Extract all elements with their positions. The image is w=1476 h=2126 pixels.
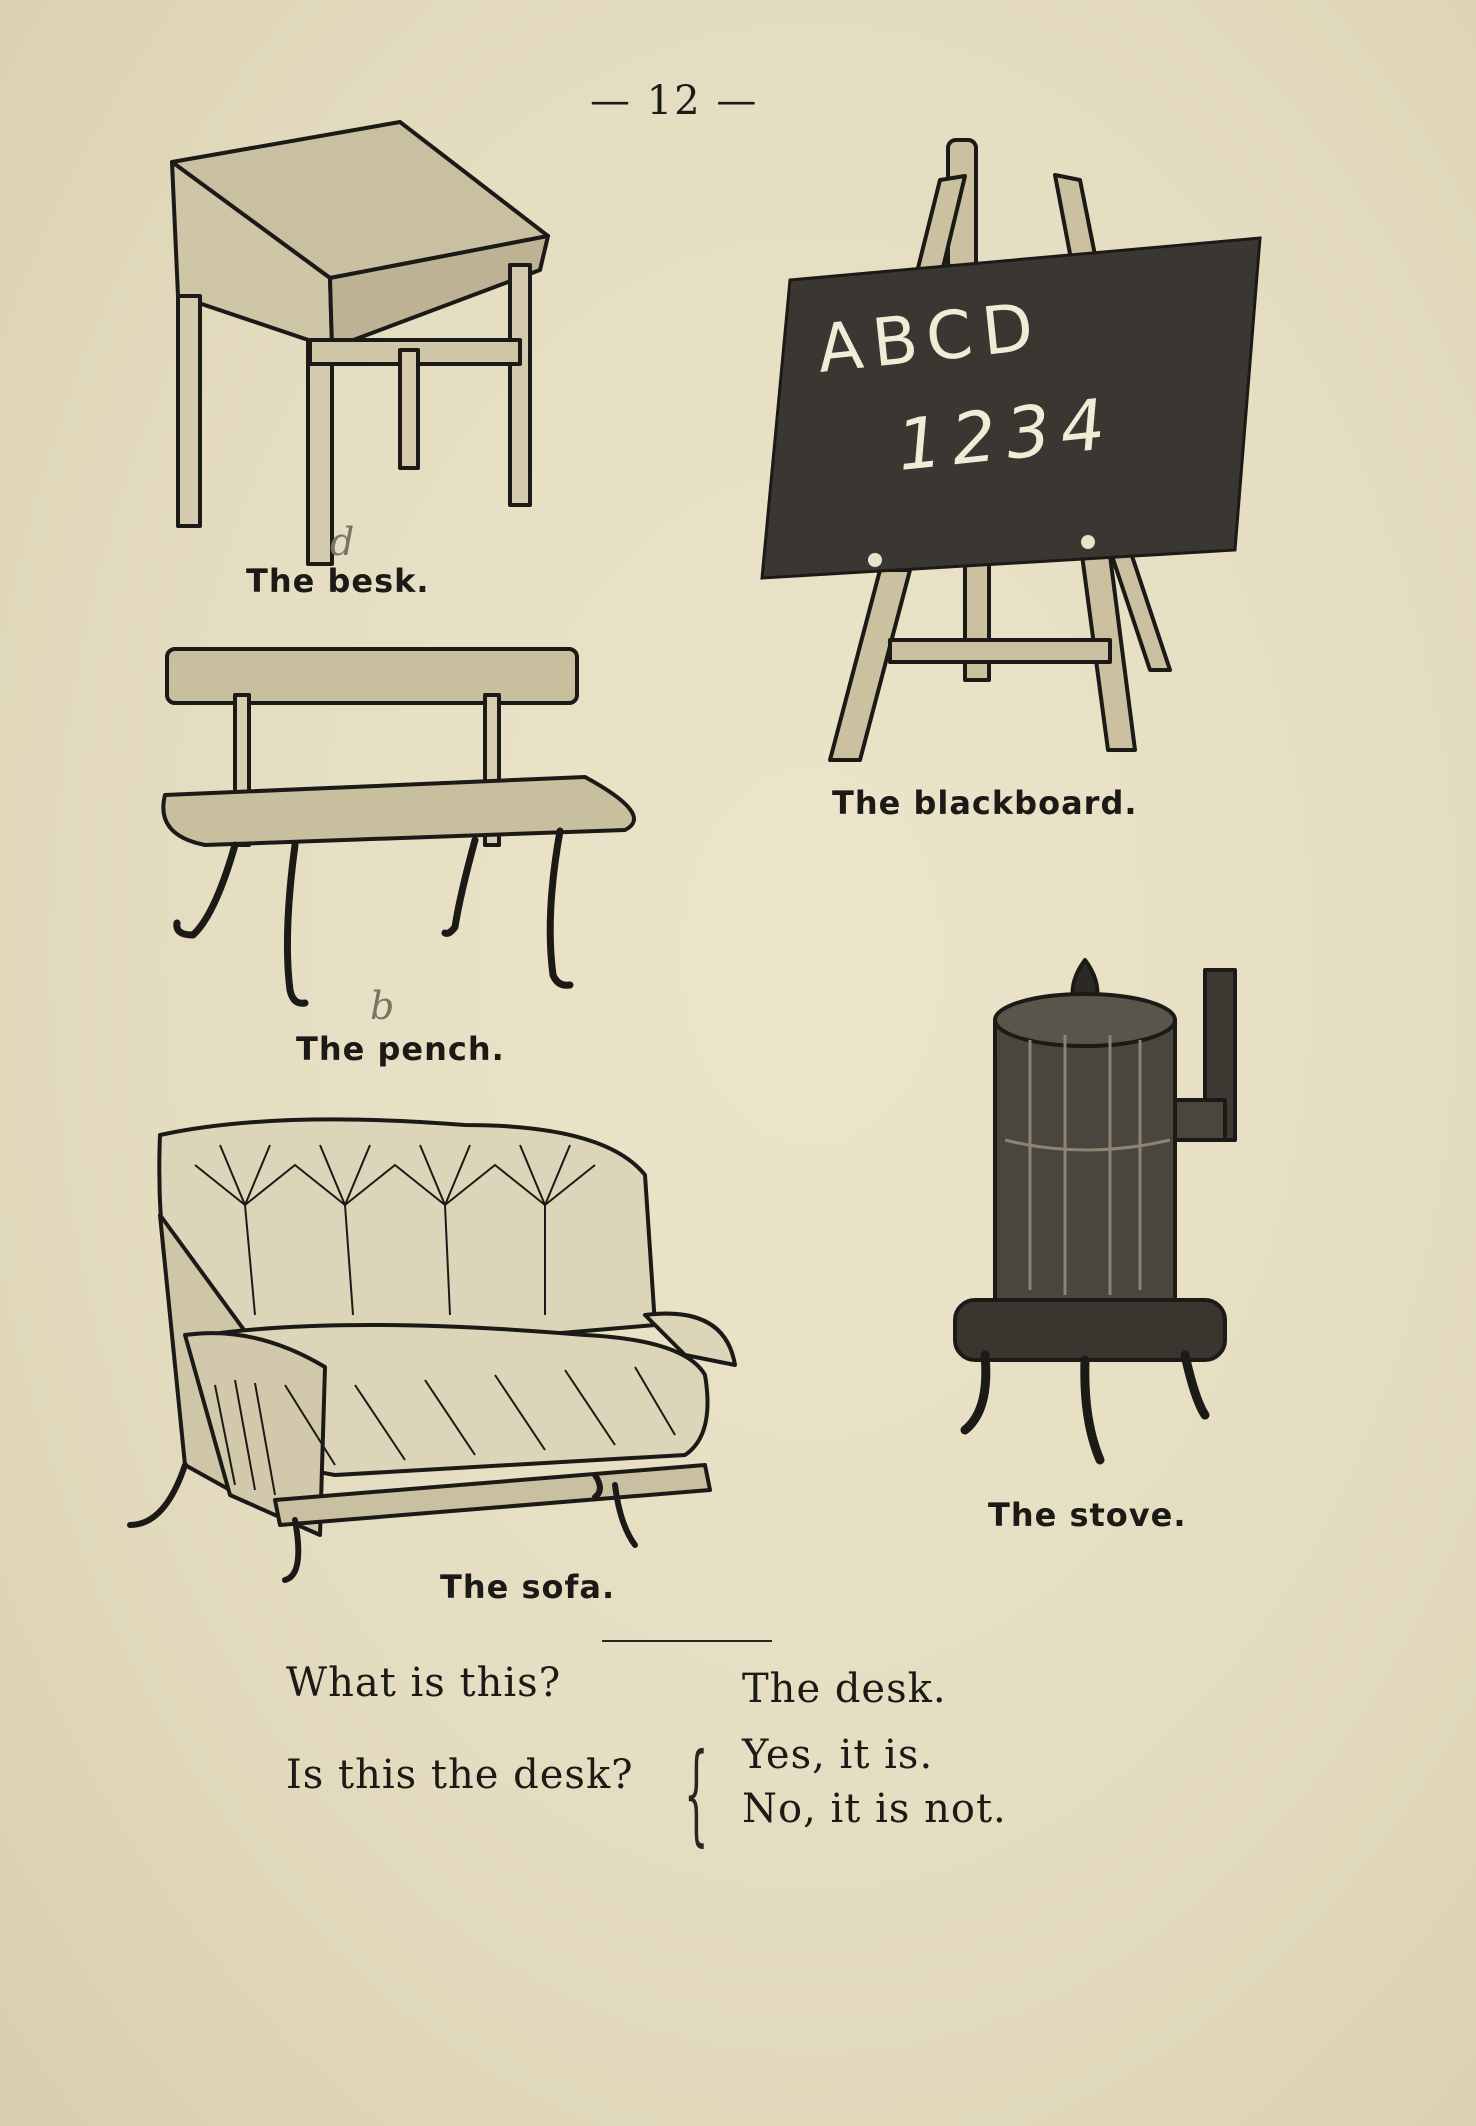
sofa-illustration [125,1105,835,1605]
bench-caption: The pench. [296,1030,505,1068]
question-is-this-the-desk: Is this the desk? [286,1752,634,1798]
question-what-is-this: What is this? [286,1660,562,1706]
board-letters: ABCD [813,287,1047,388]
blackboard-illustration [750,140,1270,780]
desk-pencil-mark: d [330,520,355,564]
board-numbers: 1234 [893,382,1119,487]
sofa-caption: The sofa. [440,1568,616,1606]
desk-illustration [160,110,560,570]
bench-illustration [155,635,675,1020]
stove-caption: The stove. [988,1496,1187,1534]
answer-the-desk: The desk. [742,1666,947,1712]
answer-yes: Yes, it is. [742,1732,934,1778]
desk-caption: The besk. [246,562,430,600]
answer-brace: { [684,1729,709,1857]
divider-rule [602,1640,772,1642]
answer-no: No, it is not. [742,1786,1007,1832]
page-number: — 12 — [590,78,759,124]
blackboard-caption: The blackboard. [832,784,1138,822]
stove-illustration [935,960,1275,1490]
bench-pencil-mark: b [370,984,395,1028]
